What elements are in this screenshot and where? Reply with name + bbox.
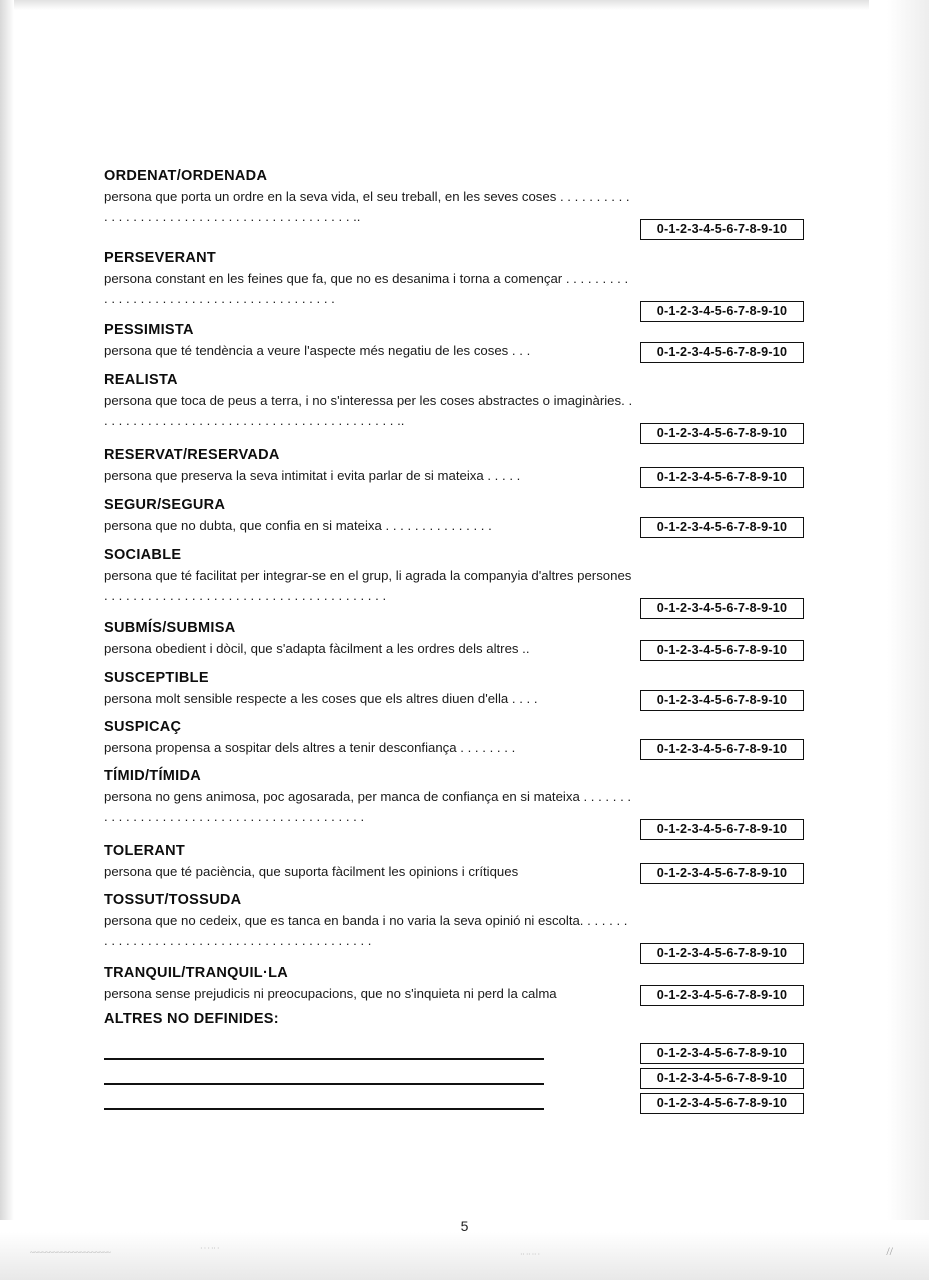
questionnaire-entry — [104, 618, 804, 659]
entry-definition: persona sense prejudicis ni preocupacions, que no s'inquieta ni perd la calma — [104, 985, 557, 1001]
rating-scale[interactable]: 0-1-2-3-4-5-6-7-8-9-10 — [640, 1043, 804, 1064]
entry-term: ORDENAT/ORDENADA — [104, 168, 268, 184]
blank-write-line[interactable] — [104, 1083, 544, 1085]
rating-scale[interactable]: 0-1-2-3-4-5-6-7-8-9-10 — [640, 1093, 804, 1114]
entry-term: TOLERANT — [104, 843, 186, 859]
rating-scale[interactable]: 0-1-2-3-4-5-6-7-8-9-10 — [640, 301, 804, 322]
questionnaire-entry — [104, 841, 804, 882]
entry-definition: persona que no dubta, que confia en si mateixa . . . . . . . . . . . . . . . — [104, 517, 492, 533]
others-label: ALTRES NO DEFINIDES: — [104, 1011, 279, 1027]
entry-definition: persona que té facilitat per integrar-se en el grup, li agrada la companyia d'altres persones . . . . . . . . . . . . . . . . . . . . . . . . . . . . . . . . . . . . . . . — [104, 567, 632, 603]
questionnaire-entry — [104, 890, 804, 960]
questionnaire-entry — [104, 370, 804, 440]
rating-scale[interactable]: 0-1-2-3-4-5-6-7-8-9-10 — [640, 690, 804, 711]
others-section — [104, 1011, 804, 1110]
questionnaire-entry — [104, 545, 804, 615]
rating-scale[interactable]: 0-1-2-3-4-5-6-7-8-9-10 — [640, 598, 804, 619]
entry-term: TRANQUIL/TRANQUIL·LA — [104, 965, 288, 981]
entry-definition: persona no gens animosa, poc agosarada, per manca de confiança en si mateixa . . . . . . . . . . . . . . . . . . . . . . . . . . . . . . . . . . . . . . . . . . . — [104, 788, 632, 824]
scan-artifact: · · · ·· · — [200, 1244, 219, 1253]
scan-edge-top — [0, 0, 929, 10]
entry-term: REALISTA — [104, 372, 178, 388]
entry-term: TOSSUT/TOSSUDA — [104, 892, 242, 908]
entry-term: SEGUR/SEGURA — [104, 497, 226, 513]
entry-term: RESERVAT/RESERVADA — [104, 447, 280, 463]
entry-term: SUBMÍS/SUBMISA — [104, 620, 236, 636]
rating-scale[interactable]: 0-1-2-3-4-5-6-7-8-9-10 — [640, 423, 804, 444]
entry-definition: persona que toca de peus a terra, i no s'interessa per les coses abstractes o imaginàries. . . . . . . . . . . . . . . . . . . . . . . . . . . . . . . . . . . . . . . . . . .. — [104, 392, 633, 428]
entry-term: TÍMID/TÍMIDA — [104, 768, 202, 784]
rating-scale[interactable]: 0-1-2-3-4-5-6-7-8-9-10 — [640, 517, 804, 538]
scan-artifact: ~~~~~~~~~~~~~~~~~~~~~ — [30, 1248, 111, 1257]
questionnaire-entry — [104, 717, 804, 758]
entry-definition: persona obedient i dòcil, que s'adapta fàcilment a les ordres dels altres .. — [104, 640, 530, 656]
rating-scale[interactable]: 0-1-2-3-4-5-6-7-8-9-10 — [640, 819, 804, 840]
entry-term: SUSCEPTIBLE — [104, 670, 209, 686]
entry-definition: persona propensa a sospitar dels altres a tenir desconfiança . . . . . . . . — [104, 739, 516, 755]
rating-scale[interactable]: 0-1-2-3-4-5-6-7-8-9-10 — [640, 467, 804, 488]
entry-term: PERSEVERANT — [104, 250, 217, 266]
rating-scale[interactable]: 0-1-2-3-4-5-6-7-8-9-10 — [640, 985, 804, 1006]
rating-scale[interactable]: 0-1-2-3-4-5-6-7-8-9-10 — [640, 863, 804, 884]
corner-mark: // — [886, 1244, 893, 1258]
rating-scale[interactable]: 0-1-2-3-4-5-6-7-8-9-10 — [640, 1068, 804, 1089]
rating-scale[interactable]: 0-1-2-3-4-5-6-7-8-9-10 — [640, 739, 804, 760]
rating-scale[interactable]: 0-1-2-3-4-5-6-7-8-9-10 — [640, 342, 804, 363]
entry-definition: persona que té tendència a veure l'aspecte més negatiu de les coses . . . — [104, 342, 531, 358]
entry-definition: persona constant en les feines que fa, que no es desanima i torna a començar . . . . . . . . . . . . . . . . . . . . . . . . . . . . . . . . . . . . . . . . . — [104, 270, 629, 306]
entry-term: SOCIABLE — [104, 547, 182, 563]
questionnaire-entry — [104, 668, 804, 709]
blank-write-line[interactable] — [104, 1108, 544, 1110]
blank-write-line[interactable] — [104, 1058, 544, 1060]
rating-scale[interactable]: 0-1-2-3-4-5-6-7-8-9-10 — [640, 943, 804, 964]
scan-artifact: ·· ·· ·· · — [520, 1250, 540, 1259]
questionnaire-entry — [104, 248, 804, 318]
scan-edge-left — [0, 0, 14, 1280]
questionnaire-entry — [104, 166, 804, 236]
entry-definition: persona que preserva la seva intimitat i evita parlar de si mateixa . . . . . — [104, 467, 521, 483]
scan-edge-right — [869, 0, 929, 1280]
rating-scale[interactable]: 0-1-2-3-4-5-6-7-8-9-10 — [640, 640, 804, 661]
questionnaire-entry — [104, 320, 804, 361]
page-number: 5 — [460, 1218, 469, 1234]
entry-definition: persona que no cedeix, que es tanca en banda i no varia la seva opinió ni escolta. . . . . . . . . . . . . . . . . . . . . . . . . . . . . . . . . . . . . . . . . . . . — [104, 912, 628, 948]
entry-term: PESSIMISTA — [104, 322, 194, 338]
entry-definition: persona molt sensible respecte a les coses que els altres diuen d'ella . . . . — [104, 690, 538, 706]
questionnaire-entry — [104, 495, 804, 536]
entry-definition: persona que té paciència, que suporta fàcilment les opinions i crítiques — [104, 863, 519, 879]
rating-scale[interactable]: 0-1-2-3-4-5-6-7-8-9-10 — [640, 219, 804, 240]
questionnaire-entry — [104, 963, 804, 1004]
entry-term: SUSPICAÇ — [104, 719, 182, 735]
questionnaire-entry — [104, 445, 804, 486]
questionnaire-entry — [104, 766, 804, 836]
entry-definition: persona que porta un ordre en la seva vida, el seu treball, en les seves coses . . . . . . . . . . . . . . . . . . . . . . . . . . . . . . . . . . . . . . . . . . . . .. — [104, 188, 630, 224]
